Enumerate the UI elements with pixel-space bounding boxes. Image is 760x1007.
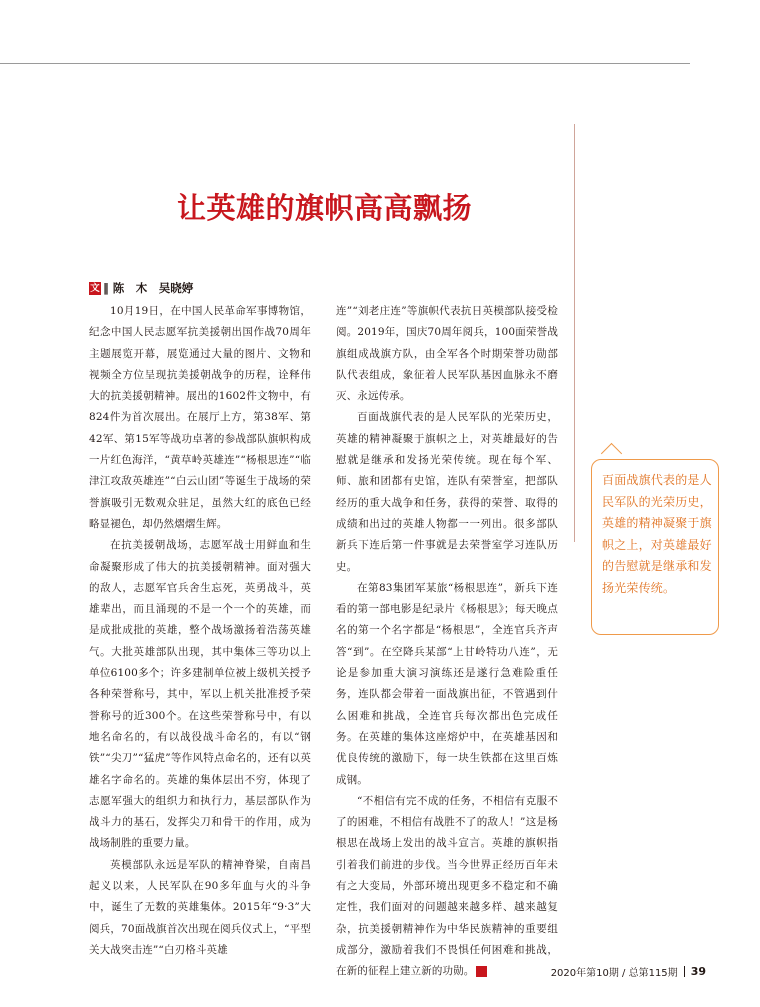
paragraph: 百面战旗代表的是人民军队的光荣历史，英雄的精神凝聚于旗帜之上，对英雄最好的告慰就是继承和发扬光荣传统。现在每个军、师、旅和团都有史馆，连队有荣誉室，把部队经历的重大战争和任务，获得的荣誉、取得的成绩和出过的英雄人物都一一列出。很多部队新兵下连后第一件事就是去荣誉室学习连队历史。	[336, 411, 558, 573]
byline-authors: 陈 木 吴晓婷	[112, 281, 194, 295]
byline-separator: ‖	[103, 281, 109, 295]
issue-info: 2020年第10期 / 总第115期	[550, 968, 678, 979]
paragraph: 英模部队永远是军队的精神脊梁，自南昌起义以来，人民军队在90多年血与火的斗争中，诞生了无数的英雄集体。2015年“9·3”大阅兵，70面战旗首次出现在阅兵仪式上，“平型关大战突击连”“白刃格斗英雄	[89, 858, 311, 956]
paragraph: 10月19日，在中国人民革命军事博物馆，纪念中国人民志愿军抗美援朝出国作战70周年主题展览开幕，展览通过大量的图片、文物和视频全方位呈现抗美援朝战争的历程，诠释伟大的抗美援朝精神。展出的1602件文物中，有824件为首次展出。在展厅上方，第38军、第42军、第15军等战功卓著的参战部队旗帜构成一片红色海洋，“黄草岭英雄连”“杨根思连”“临津江攻敌英雄连”“白云山团”等诞生于战场的荣誉旗吸引无数观众驻足，虽然大红的底色已经略显褪色，却仍然熠熠生辉。	[89, 305, 311, 530]
paragraph: 在第83集团军某旅“杨根思连”，新兵下连看的第一部电影是纪录片《杨根思》；每天晚点名的第一个名字都是“杨根思”，全连官兵齐声答“到”。在空降兵某部“上甘岭特功八连”，无论是参加重大演习演练还是遂行急难险重任务，连队都会带着一面战旗出征，不管遇到什么困难和挑战，全连官兵每次都出色完成任务。在英雄的集体这座熔炉中，在英雄基因和优良传统的激励下，每一块生铁都在这里百炼成钢。	[336, 581, 558, 786]
top-rule	[0, 63, 690, 64]
footer-divider	[684, 966, 685, 977]
byline	[89, 280, 193, 296]
page-number: 39	[690, 965, 706, 978]
end-mark: G	[476, 966, 487, 977]
pull-quote-callout: 百面战旗代表的是人民军队的光荣历史，英雄的精神凝聚于旗帜之上，对英雄最好的告慰就是继承和发扬光荣传统。	[591, 459, 719, 635]
page-footer	[551, 964, 706, 979]
right-column	[336, 301, 558, 983]
paragraph-text: “不相信有完不成的任务，不相信有克服不了的困难，不相信有战胜不了的敌人！”这是杨根思在战场上发出的战斗宣言。英雄的旗帜指引着我们前进的步伐。当今世界正经历百年未有之大变局，外部环境出现更多不稳定和不确定性，我们面对的问题越来越多样、越来越复杂，抗美援朝精神作为中华民族精神的重要组成部分，激励着我们不畏惧任何困难和挑战，在新的征程上建立新的功勋。	[336, 794, 558, 978]
paragraph: 连”“刘老庄连”等旗帜代表抗日英模部队接受检阅。2019年，国庆70周年阅兵，100面荣誉战旗组成战旗方队，由全军各个时期荣誉功勋部队代表组成，象征着人民军队基因血脉永不磨灭、永远传承。	[336, 305, 558, 403]
paragraph: 在抗美援朝战场，志愿军战士用鲜血和生命凝聚形成了伟大的抗美援朝精神。面对强大的敌人，志愿军官兵舍生忘死，英勇战斗，英雄辈出，而且涌现的不是一个一个的英雄，而是成批成批的英雄，整个战场激扬着浩荡英雄气。大批英雄部队出现，其中集体三等功以上单位6100多个；许多建制单位被上级机关授予各种荣誉称号，其中，军以上机关批准授予荣誉称号的近300个。在这些荣誉称号中，有以地名命名的，有以战役战斗命名的，有以“钢铁”“尖刀”“猛虎”等作风特点命名的，还有以英雄名字命名的。英雄的集体层出不穷，体现了志愿军强大的组织力和执行力，基层部队作为战斗力的基石，发挥尖刀和骨干的作用，成为战场制胜的重要力量。	[89, 539, 311, 850]
byline-wen-mark: 文	[90, 282, 100, 294]
article-title: 让英雄的旗帜高高飘扬	[176, 191, 472, 225]
paragraph-final	[336, 791, 558, 983]
left-column	[89, 301, 311, 961]
